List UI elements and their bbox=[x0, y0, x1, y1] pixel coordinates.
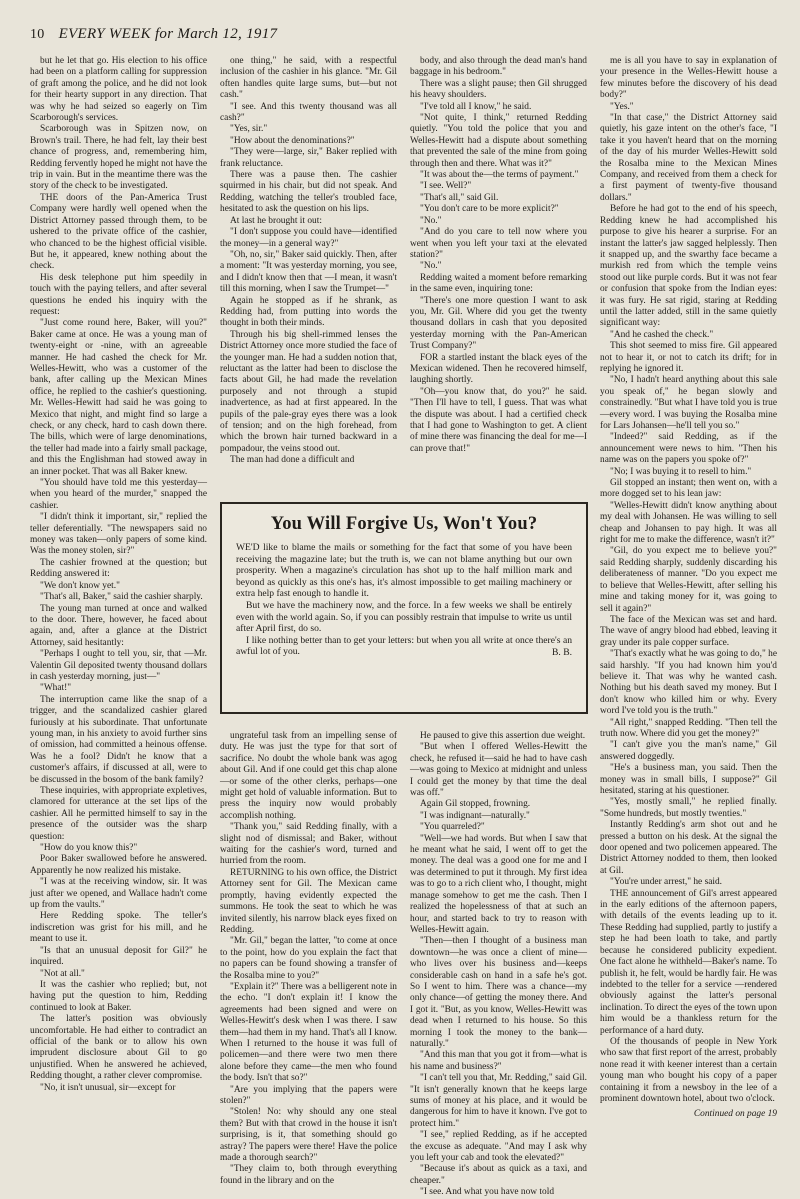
column-4 bbox=[600, 56, 777, 1120]
article-paragraph: At last he brought it out: bbox=[230, 215, 322, 226]
article-paragraph: "Mr. Gil," began the latter, "to come at once to the point, how do you explain the fact that no papers can be found showing a transfer of the Rosalba mine to you?" bbox=[220, 936, 397, 981]
article-paragraph: "Welles-Hewitt didn't know anything about my deal with Johansen. He was willing to sell cheap and Johansen to pay high. It was all right for me to make the difference, wasn't it?" bbox=[600, 500, 777, 546]
article-paragraph: "It was about the—the terms of payment." bbox=[420, 170, 579, 181]
article-paragraph: "Not quite, I think," returned Redding quietly. "You told the police that you and Welles-Hewitt had a dispute about something that prevented the sale of the mine from going through then and there. What was it?" bbox=[410, 113, 587, 169]
article-paragraph: "You quarreled?" bbox=[420, 822, 485, 833]
article-paragraph: "You don't care to be more explicit?" bbox=[420, 204, 559, 215]
article-paragraph: Instantly Redding's arm shot out and he pressed a button on his desk. At the signal the door opened and two policemen appeared. The District Attorney nodded to them, then looked at Gil. bbox=[600, 820, 777, 876]
article-paragraph: "He's a business man, you said. Then the money was in small bills, I suppose?" Gil hesitated, staring at his questioner. bbox=[600, 763, 777, 796]
article-paragraph: "But when I offered Welles-Hewitt the check, he refused it—said he had to have cash—was going to Mexico at midnight and unless I could get the money by that time the deal was off." bbox=[410, 742, 587, 799]
article-paragraph: "You should have told me this yesterday—when you heard of the murder," snapped the cashier. bbox=[30, 478, 207, 511]
continued-note: Continued on page 19 bbox=[693, 1109, 777, 1120]
article-paragraph: "Because it's about as quick as a taxi, and cheaper." bbox=[410, 1164, 587, 1186]
notice-signature: B. B. bbox=[552, 646, 572, 658]
column-1 bbox=[30, 56, 207, 1096]
article-paragraph: but he let that go. His election to his office had been on a platform calling for suppression of graft among the police, and he did not look for their hearty support in any direction. That was why he had seized so eagerly on Tim Scarborough's services. bbox=[30, 56, 207, 124]
article-paragraph: Again he stopped as if he shrank, as Redding had, from putting into words the thought in both their minds. bbox=[220, 295, 397, 329]
article-paragraph: "Then—then I thought of a business man downtown—he was once a client of mine—who lives over his business and—keeps considerable cash on hand in a safe he's got. So I went to him. There was a chance—my only chance—of getting the money there. And I got it. "But, as you know, Welles-Hewitt was dead when I returned to his house. So this morning I took the money to the bank—naturally." bbox=[410, 936, 587, 1049]
article-paragraph: FOR a startled instant the black eyes of the Mexican widened. Then he recovered himself, laughing shortly. bbox=[410, 352, 587, 386]
article-paragraph: "Stolen! No: why should any one steal them? But with that crowd in the house it isn't surprising, is it, that something should go astray? The papers were there! Have the police made a thorough search?" bbox=[220, 1107, 397, 1164]
article-paragraph: Poor Baker swallowed before he answered. Apparently he now realized his mistake. bbox=[30, 854, 207, 876]
article-paragraph: "Indeed?" said Redding, as if the announcement were news to him. "Then his name was on the papers you spoke of?" bbox=[600, 432, 777, 466]
article-paragraph: "I've told all I know," he said. bbox=[420, 101, 532, 112]
article-paragraph: me is all you have to say in explanation of your presence in the Welles-Hewitt house a few minutes before the discovery of his dead body?" bbox=[600, 56, 777, 101]
article-paragraph: "I don't suppose you could have—identified the money—in a general way?" bbox=[220, 227, 397, 249]
article-paragraph: ungrateful task from an impelling sense of duty. He was just the type for that sort of sacrifice. No doubt the whole bank was agog about Gil. And if one could get this chap alone—or some of the other clerks, perhaps—one might get hold of valuable information. But to press the inquiry now would probably accomplish nothing. bbox=[220, 731, 397, 821]
article-paragraph: "And this man that you got it from—what is his name and business?" bbox=[410, 1050, 587, 1072]
article-paragraph: "Are you implying that the papers were stolen?" bbox=[220, 1084, 397, 1106]
article-paragraph: "Yes." bbox=[610, 101, 634, 112]
article-paragraph: The face of the Mexican was set and hard. The wave of angry blood had ebbed, leaving it gray under its pale copper surface. bbox=[600, 614, 777, 648]
article-paragraph: "Well—we had words. But when I saw that he meant what he said, I went off to get the money. The deal was a good one for me and I was determined to put it through. My first idea was to go to a rich client who, I thought, might manage somehow to get me the cash. Then I realized the hopelessness of that at such an hour, and started back to try to reason with Welles-Hewitt again. bbox=[410, 833, 587, 935]
article-paragraph: one thing," he said, with a respectful inclusion of the cashier in his glance. "Mr. Gil often handles quite large sums, but—but not cash." bbox=[220, 56, 397, 101]
article-paragraph: It was the cashier who replied; but, not having put the question to him, Redding continued to look at Baker. bbox=[30, 979, 207, 1013]
article-paragraph: "There's one more question I want to ask you, Mr. Gil. Where did you get the twenty thousand dollars in cash that you deposited yesterday morning with the Pan-American Trust Company?" bbox=[410, 295, 587, 352]
notice-paragraph: I like nothing better than to get your letters: but when you all write at once there's an awful lot of you. bbox=[236, 634, 572, 658]
article-paragraph: Redding waited a moment before remarking in the same even, inquiring tone: bbox=[410, 272, 587, 295]
article-paragraph: "Yes, sir." bbox=[230, 124, 268, 135]
article-paragraph: "In that case," the District Attorney said quietly, his gaze intent on the other's face, "I take it you haven't heard that on the morning of the day of his murder Welles-Hewitt sold the Rosalba mine to the Mexican Mines Company, and received from them a check for a first payment of twenty-five thousand dollars." bbox=[600, 113, 777, 203]
article-paragraph: "I didn't think it important, sir," replied the teller deferentially. "The newspapers said no money was taken—only papers of some kind. Was the money stolen, sir?" bbox=[30, 512, 207, 557]
article-paragraph: "I see. Well?" bbox=[420, 181, 472, 192]
page-number: 10 bbox=[30, 27, 45, 42]
column-3-top bbox=[410, 56, 587, 486]
article-paragraph: Gil stopped an instant; then went on, with a more dogged set to his lean jaw: bbox=[600, 478, 777, 500]
article-paragraph: The latter's position was obviously uncomfortable. He had either to contradict an official of the bank or to allow his own imprudent disclosure about Gil to go unjustified. When he answered he achieved, Redding thought, a rather clever compromise. bbox=[30, 1014, 207, 1082]
article-paragraph: "I see. And this twenty thousand was all cash?" bbox=[220, 101, 397, 124]
article-paragraph: "We don't know yet." bbox=[40, 580, 120, 591]
article-paragraph: "No, it isn't unusual, sir—except for bbox=[40, 1082, 176, 1093]
article-paragraph: THE doors of the Pan-America Trust Company were hardly well opened when the District Attorney passed through them, to be ushered to the private office of the cashier, who chanced to be the highest official visible. But he, it appeared, knew nothing about the check. bbox=[30, 192, 207, 272]
article-paragraph: "Just come round here, Baker, will you?" Baker came at once. He was a young man of twenty-eight or -nine, with an agreeable manner. He had cashed the check for Mr. Welles-Hewitt, who was a customer of the bank, after calling up the Mexican Mines office, he replied to the cashier's questioning. Mr. Welles-Hewitt had said he was going to Mexico that night, and might find so large a check, or any check, hard to cash down there. The bills, which were of large denominations, the teller had made into a fairly small package, and this the Englishman had stowed away in an inner pocket. That was all Baker knew. bbox=[30, 318, 207, 477]
article-paragraph: "Yes, mostly small," he replied finally. "Some hundreds, but mostly twenties." bbox=[600, 797, 777, 819]
article-paragraph: "Thank you," said Redding finally, with a slight nod of dismissal; and Baker, without waiting for the cashier's word, turned and hurried from the room. bbox=[220, 822, 397, 867]
article-paragraph: "I see. And what you have now told bbox=[420, 1187, 555, 1198]
article-paragraph: "I see," replied Redding, as if he accepted the excuse as adequate. "And may I ask why you left your cab and took the elevated?" bbox=[410, 1130, 587, 1164]
article-paragraph: "I was indignant—naturally." bbox=[420, 810, 530, 821]
article-paragraph: The man had done a difficult and bbox=[230, 455, 355, 466]
column-2-top bbox=[220, 56, 397, 486]
article-paragraph: "And do you care to tell now where you went when you left your taxi at the elevated station?" bbox=[410, 227, 587, 260]
article-paragraph: "That's all, Baker," said the cashier sharply. bbox=[40, 592, 203, 603]
article-paragraph: Here Redding spoke. The teller's indiscretion was grist for his mill, and he meant to use it. bbox=[30, 911, 207, 945]
article-paragraph: "How about the denominations?" bbox=[230, 135, 355, 146]
article-body bbox=[30, 56, 777, 1198]
article-paragraph: Of the thousands of people in New York who saw that first report of the arrest, probably none read it with keener interest than a certain young man who bought his copy of a paper containing it from a newsboy in the lee of a prominent downtown hotel, about two o'clock. bbox=[600, 1036, 777, 1104]
article-paragraph: "Explain it?" There was a belligerent note in the echo. "I don't explain it! I know the agreements had been signed and were on Welles-Hewitt's desk when I was there. I saw them—had them in my hand. That's all I know. When I returned to the house it was full of policemen—and there were two men there alone before they came—the men who found the body. Isn't that so?" bbox=[220, 981, 397, 1084]
article-paragraph: These inquiries, with appropriate expletives, clamored for utterance at the set lips of the cashier. All he permitted himself to say in the presence of the outsider was the sharp question: bbox=[30, 786, 207, 842]
article-paragraph: Scarborough was in Spitzen now, on Brown's trail. There, he had felt, lay their best chance of progress, and, remembering him, Redding fervently hoped he might not have the trip in vain. But in the meantime there was the story of the check to be investigated. bbox=[30, 124, 207, 192]
article-paragraph: "No; I was buying it to resell to him." bbox=[610, 466, 752, 477]
article-paragraph: "What!" bbox=[40, 683, 72, 694]
article-paragraph: "How do you know this?" bbox=[40, 843, 138, 854]
notice-paragraph: But we have the machinery now, and the force. In a few weeks we shall be entirely even with the world again. So, if you can possibly restrain that impulse to write us until after April first, do so. bbox=[236, 599, 572, 635]
article-paragraph: body, and also through the dead man's hand baggage in his bedroom." bbox=[410, 56, 587, 78]
article-paragraph: "That's all," said Gil. bbox=[420, 192, 499, 203]
article-paragraph: There was a slight pause; then Gil shrugged his heavy shoulders. bbox=[410, 78, 587, 101]
article-paragraph: "I was at the receiving window, sir. It was just after we opened, and Wallace hadn't come up from the vaults." bbox=[30, 877, 207, 911]
article-paragraph: "They were—large, sir," Baker replied with frank reluctance. bbox=[220, 147, 397, 169]
article-paragraph: The young man turned at once and walked to the door. There, however, he faced about again, and, after a glance at the District Attorney, said hesitantly: bbox=[30, 603, 207, 648]
article-paragraph: "Oh, no, sir," Baker said quickly. Then, after a moment: "It was yesterday morning, you see, and I didn't know then that —I mean, it wasn't till this morning, when I saw the Trumpet—" bbox=[220, 249, 397, 295]
page-header bbox=[30, 26, 770, 50]
article-paragraph: "All right," snapped Redding. "Then tell the truth now. Where did you get the money?" bbox=[600, 717, 777, 739]
notice-paragraph: WE'D like to blame the mails or something for the fact that some of you have been receiving the magazine late; but the truth is, we can not blame anything but our own prosperity. When a magazine's circulation has shot up to the half million mark and beyond as quickly as this one's has, it's almost impossible to get mailing machinery or extra help fast enough to handle it. bbox=[236, 542, 572, 600]
article-paragraph: This shot seemed to miss fire. Gil appeared not to hear it, or not to catch its drift; for in replying he ignored it. bbox=[600, 341, 777, 374]
article-paragraph: "I can't tell you that, Mr. Redding," said Gil. "It isn't generally known that he keeps large sums of money at his place, and it would be dangerous for him to have it known. I've got to protect him." bbox=[410, 1073, 587, 1129]
article-paragraph: "No, I hadn't heard anything about this sale you speak of," he began slowly and constrainedly. "But what I have told you is true—every word. I was buying the Rosalba mine for Lars Johansen—he'll tell you so." bbox=[600, 375, 777, 431]
article-paragraph: The cashier frowned at the question; but Redding answered it: bbox=[30, 557, 207, 580]
article-paragraph: "Oh—you know that, do you?" he said. "Then I'll have to tell, I guess. That was what the dispute was about. I had a certified check that I had gone to Washington to get. A client of mine there was financing the deal for me—I can prove that!" bbox=[410, 386, 587, 454]
column-3-bottom bbox=[410, 731, 587, 1198]
article-paragraph: RETURNING to his own office, the District Attorney sent for Gil. The Mexican came promptly, having evidently expected the summons. He took the seat to which he was invited silently, his narrow black eyes fixed on Redding. bbox=[220, 867, 397, 935]
article-paragraph: "No." bbox=[420, 215, 442, 226]
article-paragraph: "Is that an unusual deposit for Gil?" he inquired. bbox=[30, 945, 207, 968]
article-paragraph: "No." bbox=[420, 261, 442, 272]
article-paragraph: "That's exactly what he was going to do," he said harshly. "If you had known him you'd believe it. That was why he wanted cash. Nothing but his death saved my money. But I don't know who killed him or why. Every word I've told you is the truth." bbox=[600, 649, 777, 717]
issue-line: EVERY WEEK for March 12, 1917 bbox=[58, 26, 278, 42]
editor-notice-box bbox=[220, 502, 588, 714]
article-paragraph: "Gil, do you expect me to believe you?" said Redding sharply, suddenly discarding his deliberateness of manner. "Do you expect me to believe that Welles-Hewitt, after selling his mine and taking money for it, was going to sell it again?" bbox=[600, 546, 777, 614]
article-paragraph: "Perhaps I ought to tell you, sir, that —Mr. Valentin Gil deposited twenty thousand dollars in cash yesterday morning, just—" bbox=[30, 649, 207, 682]
article-paragraph: "They claim to, both through everything found in the library and on the bbox=[220, 1164, 397, 1186]
column-2-bottom bbox=[220, 731, 397, 1186]
article-paragraph: "I can't give you the man's name," Gil answered doggedly. bbox=[600, 740, 777, 762]
article-paragraph: "Not at all." bbox=[40, 968, 85, 979]
article-paragraph: "You're under arrest," he said. bbox=[610, 877, 723, 888]
article-paragraph: Through his big shell-rimmed lenses the District Attorney once more studied the face of the younger man. He had a sudden notion that, reluctant as the latter had been to disclose the facts about Gil, he had made the revelation purposely and not through a stupid inadvertence, as had at first appeared. In the pupils of the pale-gray eyes there was a look of tension; and on the high forehead, from which the brown hair turned backward in a pompadour, the veins stood out. bbox=[220, 329, 397, 454]
article-paragraph: THE announcement of Gil's arrest appeared in the early editions of the afternoon papers, with details of the events leading up to it. These Redding had supplied, partly to justify a step he had been loath to take, and partly because he considered publicity expedient. One fact alone he withheld—Baker's name. To publish it, he felt, would be hardly fair. He was indebted to the teller for a service —rendered obviously against the latter's personal inclination. To direct the eyes of the town upon him would be a thankless return for the performance of a hard duty. bbox=[600, 888, 777, 1036]
article-paragraph: "And he cashed the check." bbox=[610, 329, 714, 340]
article-paragraph: Again Gil stopped, frowning. bbox=[420, 799, 531, 810]
article-paragraph: The interruption came like the snap of a trigger, and the scandalized cashier glared furiously at his subordinate. That unfortunate young man, in his anxiety to avoid further sins of omission, had committed a heinous offense. Was he a fool? Didn't he know that a customer's affairs, if discussed at all, were to be discussed in the bosom of the bank family? bbox=[30, 694, 207, 785]
article-paragraph: He paused to give this assertion due weight. bbox=[420, 731, 586, 741]
notice-title: You Will Forgive Us, Won't You? bbox=[270, 514, 538, 534]
article-paragraph: There was a pause then. The cashier squirmed in his chair, but did not speak. And Redding, watching the teller's troubled face, hesitated to ask the question on his lips. bbox=[220, 170, 397, 215]
article-paragraph: Before he had got to the end of his speech, Redding knew he had accomplished his purpose to give his hearer a surprise. For an instant the latter's jaw sagged helplessly. Then it snapped up, and the swarthy face became a murkish red from which the temple veins stood out like purple cords. But it was not fear or confusion that spoke from the Indian eyes: it was fury. He sat rigid, staring at Redding until the latter added, still in the same quietly significant way: bbox=[600, 204, 777, 329]
article-paragraph: His desk telephone put him speedily in touch with the paying tellers, and after several questions he ended his inquiry with the request: bbox=[30, 272, 207, 317]
